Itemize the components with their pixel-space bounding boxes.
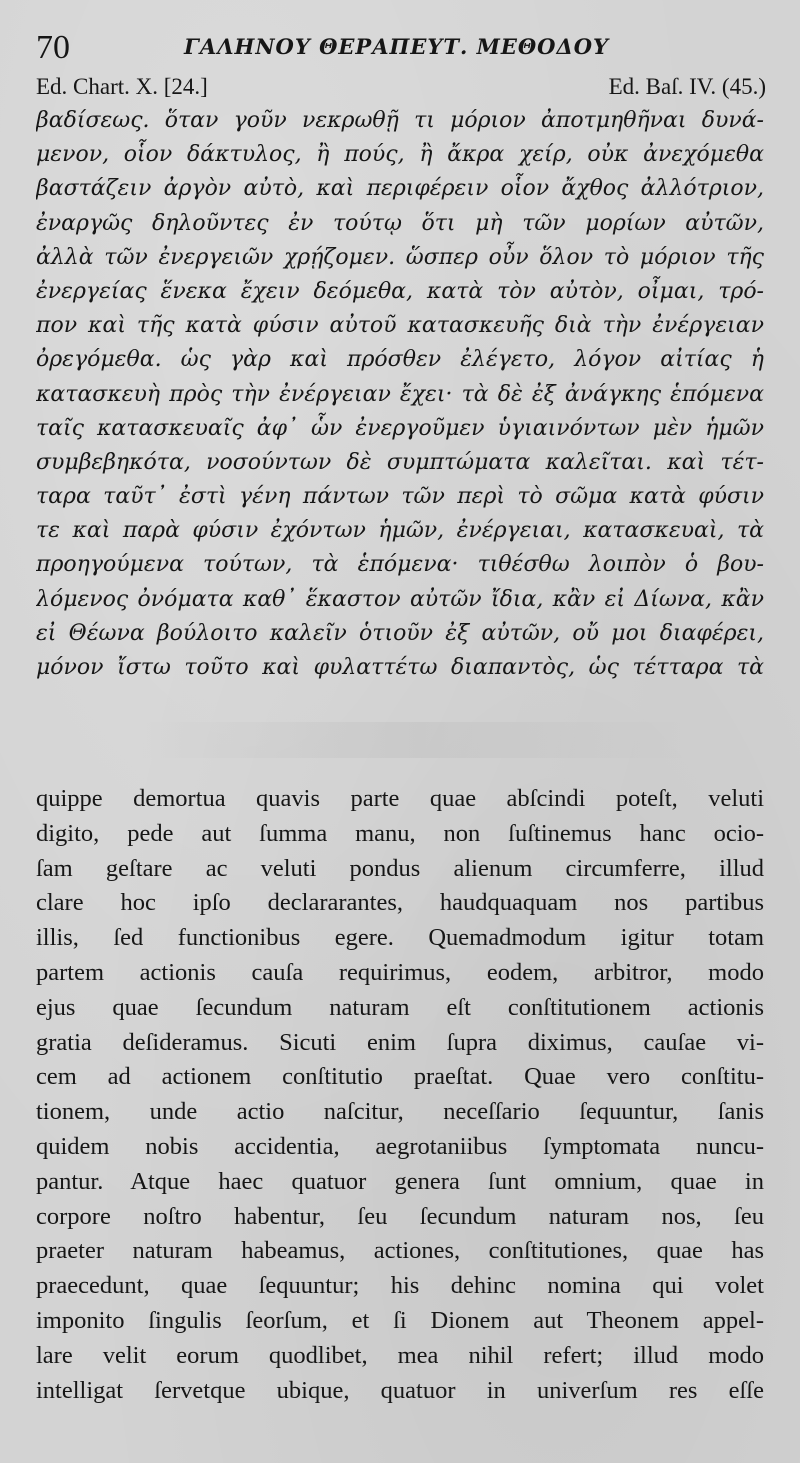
show-through-smudge bbox=[140, 722, 700, 758]
edition-reference-chartier: Ed. Chart. X. [24.] bbox=[36, 74, 208, 99]
edition-reference-line bbox=[36, 72, 766, 102]
greek-line: ταρα ταῦτ᾽ ἐστὶ γένη πάντων τῶν περὶ τὸ σῶμα κατὰ φύσιν bbox=[36, 484, 764, 510]
latin-line: clare hoc ipſo declararantes, haudquaquam nos partibus bbox=[36, 889, 764, 917]
greek-line: μενον, οἷον δάκτυλος, ἢ πούς, ἢ ἄκρα χείρ, οὐκ ἀνεχόμεθα bbox=[36, 142, 764, 168]
latin-line: quidem nobis accidentia, aegrotaniibus ſymptomata nuncu- bbox=[36, 1132, 764, 1160]
page-number: 70 bbox=[36, 29, 70, 66]
running-title: ΓΑΛΗΝΟΥ ΘΕΡΑΠΕΥΤ. ΜΕΘΟΔΟΥ bbox=[184, 34, 610, 59]
greek-line: ὀρεγόμεθα. ὡς γὰρ καὶ πρόσθεν ἐλέγετο, λόγον αἰτίας ἡ bbox=[36, 347, 764, 373]
greek-line: συμβεβηκότα, νοσούντων δὲ συμπτώματα καλεῖται. καὶ τέτ- bbox=[36, 449, 764, 475]
latin-line: lare velit eorum quodlibet, mea nihil refert; illud modo bbox=[36, 1341, 764, 1369]
greek-line: βαδίσεως. ὅταν γοῦν νεκρωθῇ τι μόριον ἀποτμηθῆναι δυνά- bbox=[36, 108, 764, 133]
latin-line: tionem, unde actio naſcitur, neceſſario ſequuntur, ſanis bbox=[36, 1098, 764, 1126]
edition-reference-basel: Ed. Baſ. IV. (45.) bbox=[608, 74, 766, 99]
greek-line: προηγούμενα τούτων, τὰ ἑπόμενα· τιθέσθω λοιπὸν ὁ βου- bbox=[36, 552, 764, 578]
latin-line: ejus quae ſecundum naturam eſt conſtitutionem actionis bbox=[36, 993, 764, 1021]
greek-line: βαστάζειν ἀργὸν αὐτὸ, καὶ περιφέρειν οἷον ἄχθος ἀλλότριον, bbox=[36, 176, 764, 202]
greek-line: ἀλλὰ τῶν ἐνεργειῶν χρῄζομεν. ὥσπερ οὖν ὅλον τὸ μόριον τῆς bbox=[36, 244, 764, 270]
latin-line: imponito ſingulis ſeorſum, et ſi Dionem aut Theonem appel- bbox=[36, 1306, 764, 1334]
latin-line: quippe demortua quavis parte quae abſcindi poteſt, veluti bbox=[36, 785, 764, 812]
greek-line: λόμενος ὀνόματα καθ᾽ ἕκαστον αὐτῶν ἴδια, κἂν εἰ Δίωνα, κἂν bbox=[36, 586, 764, 612]
latin-line: digito, pede aut ſumma manu, non ſuſtinemus hanc ocio- bbox=[36, 819, 764, 847]
latin-line: partem actionis cauſa requirimus, eodem, arbitror, modo bbox=[36, 958, 764, 986]
greek-line: μόνον ἴστω τοῦτο καὶ φυλαττέτω διαπαντὸς, ὡς τέτταρα τὰ bbox=[36, 655, 764, 680]
latin-line: intelligat ſervetque ubique, quatuor in univerſum res eſſe bbox=[36, 1376, 764, 1404]
greek-line: εἰ Θέωνα βούλοιτο καλεῖν ὁτιοῦν ἐξ αὐτῶν, οὔ μοι διαφέρει, bbox=[36, 620, 764, 646]
greek-text-block bbox=[36, 104, 764, 685]
latin-line: praecedunt, quae ſequuntur; his dehinc nomina qui volet bbox=[36, 1272, 764, 1300]
latin-line: pantur. Atque haec quatuor genera ſunt omnium, quae in bbox=[36, 1167, 764, 1195]
greek-line: τε καὶ παρὰ φύσιν ἐχόντων ἡμῶν, ἐνέργειαι, κατασκευαὶ, τὰ bbox=[36, 518, 764, 544]
latin-line: gratia deſideramus. Sicuti enim ſupra diximus, cauſae vi- bbox=[36, 1028, 764, 1056]
latin-line: praeter naturam habeamus, actiones, conſtitutiones, quae has bbox=[36, 1237, 764, 1265]
latin-line: illis, ſed functionibus egere. Quemadmodum igitur totam bbox=[36, 924, 764, 952]
page-header bbox=[36, 28, 770, 68]
greek-line: κατασκευὴ πρὸς τὴν ἐνέργειαν ἔχει· τὰ δὲ ἐξ ἀνάγκης ἑπόμενα bbox=[36, 381, 764, 407]
greek-line: ταῖς κατασκευαῖς ἀφ᾽ ὧν ἐνεργοῦμεν ὑγιαινόντων μὲν ἡμῶν bbox=[36, 415, 764, 441]
greek-line: πον καὶ τῆς κατὰ φύσιν αὐτοῦ κατασκευῆς διὰ τὴν ἐνέργειαν bbox=[36, 313, 764, 339]
greek-line: ἐνεργείας ἕνεκα ἔχειν δεόμεθα, κατὰ τὸν αὐτὸν, οἶμαι, τρό- bbox=[36, 278, 764, 304]
latin-line: corpore noſtro habentur, ſeu ſecundum naturam nos, ſeu bbox=[36, 1202, 764, 1230]
latin-line: ſam geſtare ac veluti pondus alienum circumferre, illud bbox=[36, 854, 764, 882]
greek-line: ἐναργῶς δηλοῦντες ἐν τούτῳ ὅτι μὴ τῶν μορίων αὐτῶν, bbox=[36, 210, 764, 236]
latin-line: cem ad actionem conſtitutio praeſtat. Quae vero conſtitu- bbox=[36, 1063, 764, 1091]
latin-text-block bbox=[36, 782, 764, 1408]
